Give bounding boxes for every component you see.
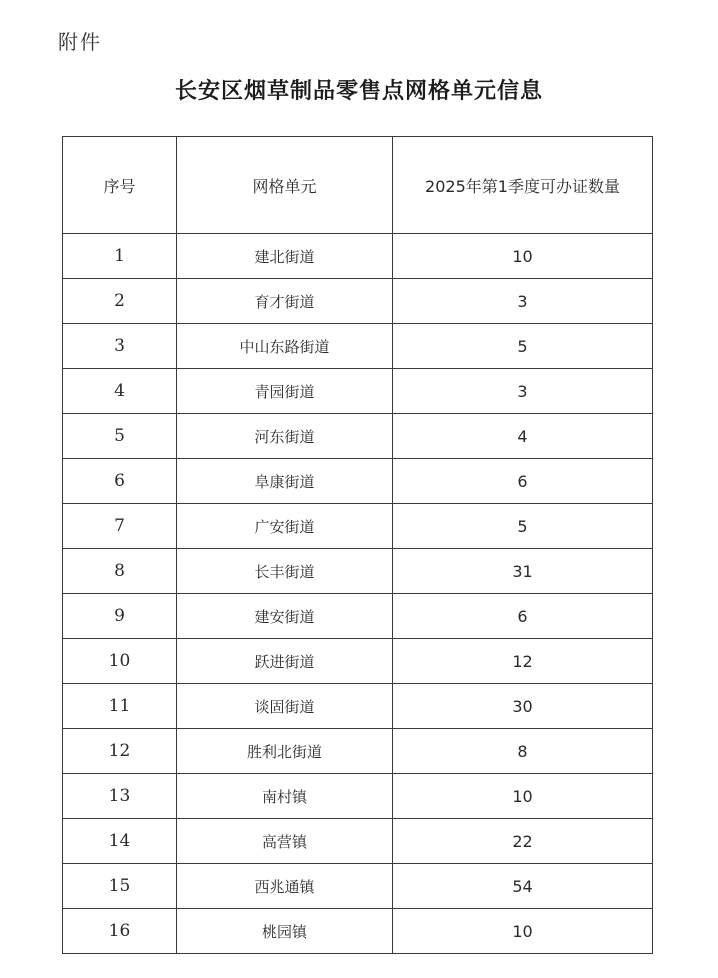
row-grid-unit: 长丰街道 <box>177 549 393 594</box>
table-row <box>63 774 653 819</box>
row-grid-unit: 胜利北街道 <box>177 729 393 774</box>
table-row <box>63 279 653 324</box>
attachment-label: 附件 <box>58 30 102 54</box>
row-index: 14 <box>63 819 177 864</box>
table-row <box>63 594 653 639</box>
row-license-count: 5 <box>393 324 653 369</box>
table-row <box>63 459 653 504</box>
column-header-license-count: 2025年第1季度可办证数量 <box>393 137 653 234</box>
row-license-count: 12 <box>393 639 653 684</box>
row-index: 3 <box>63 324 177 369</box>
row-index: 1 <box>63 234 177 279</box>
row-index: 12 <box>63 729 177 774</box>
row-index: 6 <box>63 459 177 504</box>
row-license-count: 3 <box>393 369 653 414</box>
page-title: 长安区烟草制品零售点网格单元信息 <box>174 79 543 104</box>
row-license-count: 4 <box>393 414 653 459</box>
table-row <box>63 234 653 279</box>
table-row <box>63 864 653 909</box>
row-grid-unit: 建北街道 <box>177 234 393 279</box>
table-row <box>63 504 653 549</box>
row-license-count: 8 <box>393 729 653 774</box>
row-grid-unit: 南村镇 <box>177 774 393 819</box>
row-license-count: 5 <box>393 504 653 549</box>
row-index: 7 <box>63 504 177 549</box>
row-index: 4 <box>63 369 177 414</box>
row-index: 5 <box>63 414 177 459</box>
column-header-grid-unit: 网格单元 <box>177 137 393 234</box>
row-license-count: 10 <box>393 234 653 279</box>
row-grid-unit: 西兆通镇 <box>177 864 393 909</box>
row-license-count: 31 <box>393 549 653 594</box>
row-index: 15 <box>63 864 177 909</box>
row-grid-unit: 跃进街道 <box>177 639 393 684</box>
row-index: 13 <box>63 774 177 819</box>
row-license-count: 54 <box>393 864 653 909</box>
row-grid-unit: 阜康街道 <box>177 459 393 504</box>
row-index: 11 <box>63 684 177 729</box>
row-index: 2 <box>63 279 177 324</box>
row-grid-unit: 中山东路街道 <box>177 324 393 369</box>
table-row <box>63 414 653 459</box>
row-grid-unit: 高营镇 <box>177 819 393 864</box>
row-index: 10 <box>63 639 177 684</box>
row-grid-unit: 育才街道 <box>177 279 393 324</box>
row-grid-unit: 桃园镇 <box>177 909 393 954</box>
row-license-count: 30 <box>393 684 653 729</box>
table-row <box>63 369 653 414</box>
row-license-count: 10 <box>393 909 653 954</box>
table-row <box>63 549 653 594</box>
row-grid-unit: 河东街道 <box>177 414 393 459</box>
row-license-count: 6 <box>393 594 653 639</box>
row-index: 9 <box>63 594 177 639</box>
row-grid-unit: 青园街道 <box>177 369 393 414</box>
row-grid-unit: 谈固街道 <box>177 684 393 729</box>
table-header-row <box>63 137 653 234</box>
column-header-index: 序号 <box>63 137 177 234</box>
table-row <box>63 729 653 774</box>
table-row <box>63 684 653 729</box>
table-row <box>63 819 653 864</box>
row-license-count: 3 <box>393 279 653 324</box>
row-index: 16 <box>63 909 177 954</box>
row-index: 8 <box>63 549 177 594</box>
grid-unit-table <box>62 136 653 954</box>
table-row <box>63 639 653 684</box>
row-license-count: 22 <box>393 819 653 864</box>
table-row <box>63 324 653 369</box>
table-row <box>63 909 653 954</box>
row-license-count: 6 <box>393 459 653 504</box>
row-grid-unit: 建安街道 <box>177 594 393 639</box>
row-license-count: 10 <box>393 774 653 819</box>
row-grid-unit: 广安街道 <box>177 504 393 549</box>
